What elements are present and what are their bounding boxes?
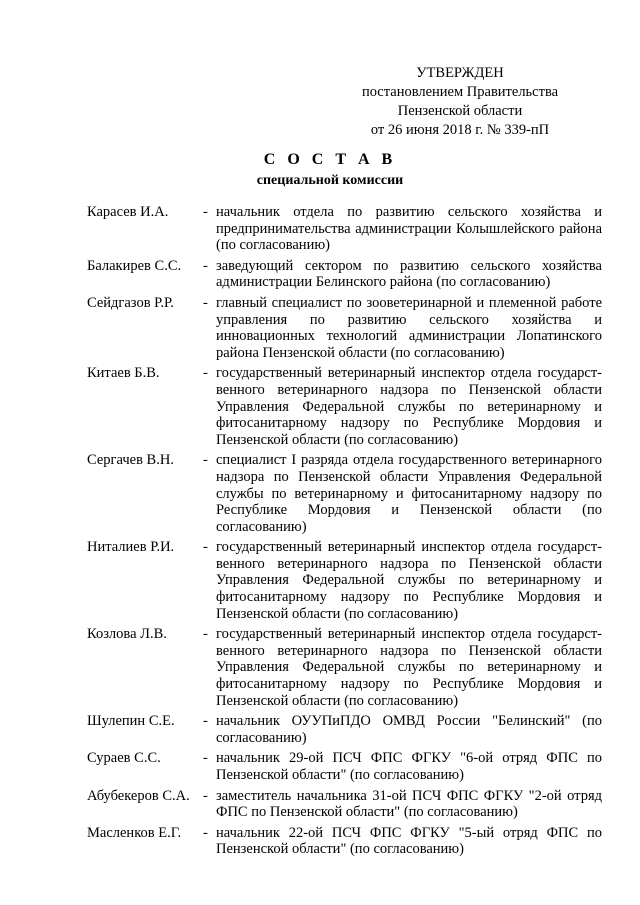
member-row xyxy=(87,713,602,746)
member-name: Балакирев С.С. xyxy=(87,257,182,274)
member-separator: - xyxy=(203,626,208,643)
member-position: начальник 29-ой ПСЧ ФПС ФГКУ "6-ой отряд ФПС по Пензенской области" (по согласованию) xyxy=(216,750,602,783)
commission-members-list xyxy=(87,204,602,862)
member-separator: - xyxy=(203,824,208,841)
member-position: государственный ветеринарный инспектор отдела государст-венного ветеринарного надзора по Пензенской области Управления Федеральной службы по ветеринарному и фитосанитарному надзору по Республике Мордовия и Пензенской области (по согласованию) xyxy=(216,539,602,622)
member-row xyxy=(87,788,602,821)
member-name: Китаев Б.В. xyxy=(87,365,160,382)
member-name: Карасев И.А. xyxy=(87,204,169,220)
member-row xyxy=(87,750,602,783)
member-name: Сураев С.С. xyxy=(87,750,161,767)
member-separator: - xyxy=(203,452,208,469)
member-separator: - xyxy=(203,750,208,767)
member-separator: - xyxy=(203,365,208,382)
approval-line-3: Пензенской области xyxy=(397,103,523,119)
approval-line-1: УТВЕРЖДЕН xyxy=(416,65,504,81)
document-title: С О С Т А В xyxy=(263,151,397,168)
member-row xyxy=(87,626,602,709)
approval-line-4: от 26 июня 2018 г. № 339-пП xyxy=(370,122,550,138)
member-position: государственный ветеринарный инспектор отдела государст-венного ветеринарного надзора по Пензенской области Управления Федеральной службы по ветеринарному и фитосанитарному надзору по Республике Мордовия и Пензенской области (по согласованию) xyxy=(216,365,602,448)
member-position: специалист I разряда отдела государственного ветеринарного надзора по Пензенской области Управления Федеральной службы по ветеринарному и фитосанитарному надзору по Республике Мордовия и Пензенской области (по согласованию) xyxy=(216,452,602,535)
document-subtitle: специальной комиссии xyxy=(256,173,404,188)
document-heading xyxy=(0,150,640,190)
approval-line-2: постановлением Правительства xyxy=(361,84,559,100)
member-row xyxy=(87,539,602,622)
member-row xyxy=(87,258,602,291)
member-name: Козлова Л.В. xyxy=(87,626,167,643)
member-separator: - xyxy=(203,539,208,556)
member-position: начальник отдела по развитию сельского хозяйства и предпринимательства администрации Колышлейского района (по согласованию) xyxy=(216,204,602,254)
member-row xyxy=(87,365,602,448)
member-separator: - xyxy=(203,294,208,311)
member-row xyxy=(87,825,602,858)
member-position: начальник ОУУПиПДО ОМВД России "Белинский" (по согласованию) xyxy=(216,713,602,746)
member-separator: - xyxy=(203,713,208,730)
member-name: Сергачев В.Н. xyxy=(87,452,174,469)
member-name: Масленков Е.Г. xyxy=(87,824,182,841)
member-position: заместитель начальника 31-ой ПСЧ ФПС ФГКУ "2-ой отряд ФПС по Пензенской области" (по согласованию) xyxy=(216,787,602,821)
approval-stamp xyxy=(350,64,570,140)
member-row xyxy=(87,452,602,535)
member-name: Шулепин С.Е. xyxy=(87,713,175,730)
member-separator: - xyxy=(203,257,208,274)
member-name: Ниталиев Р.И. xyxy=(87,539,175,556)
member-position: заведующий сектором по развитию сельского хозяйства администрации Белинского района (по согласованию) xyxy=(216,257,602,291)
member-row xyxy=(87,204,602,254)
member-position: государственный ветеринарный инспектор отдела государст-венного ветеринарного надзора по Пензенской области Управления Федеральной службы по ветеринарному и фитосанитарному надзору по Республике Мордовия и Пензенской области (по согласованию) xyxy=(216,626,602,709)
member-name: Абубекеров С.А. xyxy=(87,787,190,804)
member-position: главный специалист по зооветеринарной и племенной работе управления по развитию сельского хозяйства и инновационных технологий администрации Лопатинского района Пензенской области (по согласованию) xyxy=(216,294,602,361)
member-separator: - xyxy=(203,787,208,804)
member-position: начальник 22-ой ПСЧ ФПС ФГКУ "5-ый отряд ФПС по Пензенской области" (по согласованию) xyxy=(216,824,602,858)
member-row xyxy=(87,295,602,361)
member-separator: - xyxy=(203,204,208,220)
member-name: Сейдгазов Р.Р. xyxy=(87,294,174,311)
